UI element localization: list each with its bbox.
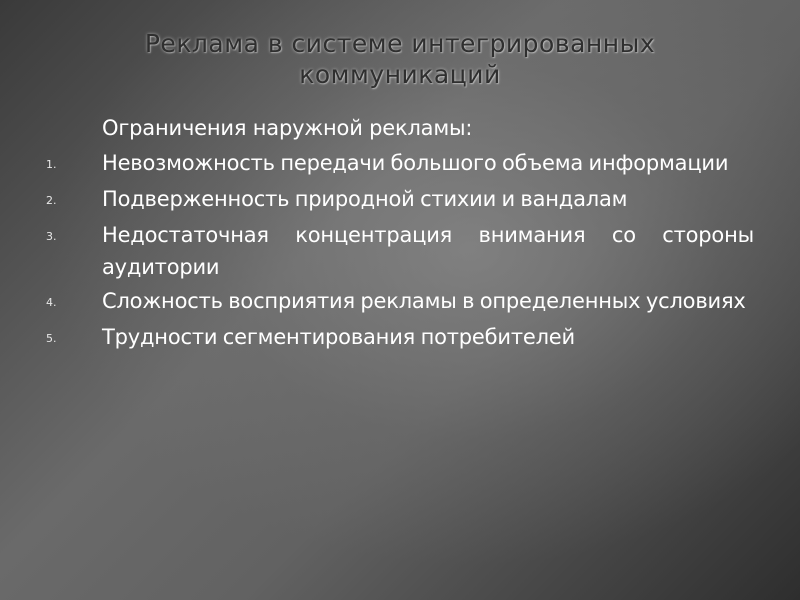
- list-text: Невозможность передачи большого объема информации: [102, 151, 729, 175]
- list-item: [46, 147, 754, 181]
- list-text: Подверженность природной стихии и вандалам: [102, 187, 628, 211]
- list-item: [46, 285, 754, 319]
- list-item: [46, 219, 754, 283]
- list-number: 5.: [46, 332, 57, 345]
- list-number: 2.: [46, 194, 57, 207]
- list-number: 1.: [46, 158, 57, 171]
- slide-title: Реклама в системе интегрированных коммуникаций: [144, 29, 656, 89]
- list-text: Сложность восприятия рекламы в определенных условиях: [102, 289, 746, 313]
- list-number: 4.: [46, 296, 57, 309]
- slide-content: [46, 112, 754, 357]
- intro-text: Ограничения наружной рекламы:: [102, 116, 473, 140]
- list-text: Недостаточная концентрация внимания со стороны аудитории: [102, 223, 754, 279]
- list-item: [46, 321, 754, 355]
- list-text: Трудности сегментирования потребителей: [102, 325, 575, 349]
- list-number: 3.: [46, 230, 57, 243]
- list-item: [46, 183, 754, 217]
